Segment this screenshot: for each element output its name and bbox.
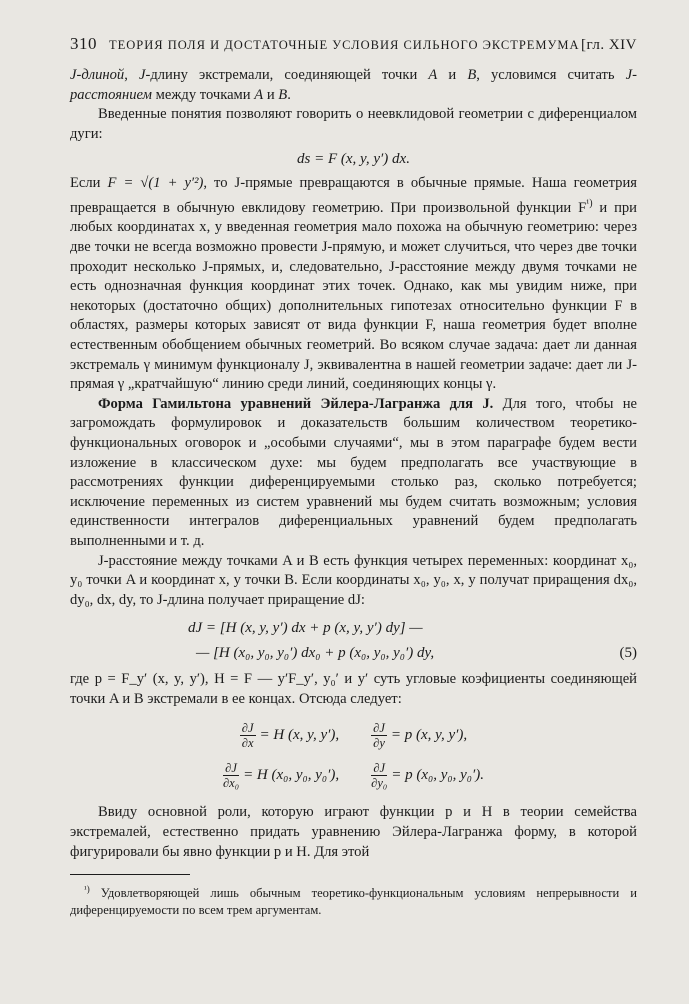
- partials-row-2: [70, 755, 637, 795]
- text-span: B: [278, 86, 288, 103]
- paragraph-1: [70, 66, 637, 105]
- paragraph-2: Введенные понятия позволяют говорить о неевклидовой геометрии с диференциалом дуги:: [70, 106, 637, 142]
- denominator: ∂y₀: [371, 775, 388, 790]
- footnote-text: Удовлетворяющей лишь обычным теоретико-функциональным условиям непрерывности и диференцируемости по всем трем аргументам.: [70, 886, 637, 918]
- text-span: A: [254, 86, 264, 103]
- rhs: = H (x₀, y₀, y₀′),: [243, 766, 340, 783]
- paragraph-6: где p = F_y′ (x, y, y′), H = F — y′F_y′, y₀′ и y′ суть угловые коэфициенты соединяющей точки A и B экстремали в ее концах. Отсюда следует:: [70, 671, 637, 707]
- fraction: [371, 761, 387, 790]
- partial-dj-dy0: [371, 761, 484, 790]
- page-header: [70, 34, 637, 54]
- text-span: и: [437, 67, 468, 83]
- denominator: ∂x: [241, 735, 254, 750]
- footnote-ref: ¹): [586, 197, 593, 209]
- denominator: ∂y: [373, 735, 385, 750]
- partial-dj-dy: [371, 721, 467, 750]
- term-j-distance: J-расстоянием: [70, 67, 638, 103]
- partial-dj-dx: [240, 721, 339, 750]
- equation-5-line-2: — [H (x₀, y₀, y₀′) dx₀ + p (x₀, y₀, y₀′) dy,: [196, 645, 435, 662]
- numerator: ∂J: [241, 720, 254, 735]
- numerator: ∂J: [373, 760, 386, 775]
- paragraph-5: J-расстояние между точками A и B есть функция четырех переменных: координат x₀, y₀ точки A и координат x, y точки B. Если координаты x₀, y₀, x, y получат приращения dx₀, dy₀, dx, dy, то J-длина получает приращение dJ:: [70, 552, 637, 608]
- text-span: J: [138, 67, 146, 83]
- text-span: -длину экстремали, соединяющей точки: [145, 67, 429, 83]
- rhs: = p (x, y, y′),: [390, 726, 468, 743]
- footnote-indent: [70, 886, 84, 900]
- running-title: ТЕОРИЯ ПОЛЯ И ДОСТАТОЧНЫЕ УСЛОВИЯ СИЛЬНОГО ЭКСТРЕМУМА: [109, 38, 580, 52]
- denominator: ∂x₀: [222, 775, 240, 790]
- paragraph-3: [70, 174, 637, 394]
- text-span: , то J-прямые превращаются в обычные прямые. Наша геометрия превращается в обычную евклидову геометрию. При произвольной функции F: [70, 175, 638, 216]
- text-span: Если: [70, 175, 108, 192]
- fraction: [223, 761, 239, 790]
- numerator: ∂J: [225, 760, 237, 775]
- text-span: и при любых координатах x, y введенная геометрия мало похожа на обычную геометрию: через две точки не всегда возможно провести J-прямую, и может случиться, что через две точки проходит несколько J-прямых, и, следовательно, J-расстояние между двумя точками не есть однозначная функция координат этих точек. Однако, как мы увидим ниже, при некоторых (достаточно общих) дополнительных гипотезах относительно функции F в областях, размеры которых зависят от вида функции F, наша геометрия будет вполне естественным обобщением обычных геометрий. Во всяком случае задача: дает ли данная экстремаль γ минимум функционалу J, эквивалентна в нашей геометрии задаче: дает ли J-прямая γ „кратчайшую“ линию среди линий, соединяющих концы γ.: [70, 199, 637, 393]
- rhs: = H (x, y, y′),: [259, 726, 340, 743]
- fraction: [371, 721, 387, 750]
- text-span: , условимся считать: [476, 67, 626, 83]
- text-span: B: [467, 67, 477, 83]
- partial-derivatives: [70, 715, 637, 795]
- arc-differential-formula: ds = F (x, y, y′) dx.: [297, 151, 410, 168]
- numerator: ∂J: [373, 720, 385, 735]
- footnote-mark: ¹): [84, 884, 90, 895]
- text-span: между точками: [151, 86, 255, 103]
- partial-dj-dx0: [223, 761, 339, 790]
- term-j-length: J-длиной: [70, 67, 125, 83]
- page-number: 310: [70, 34, 97, 53]
- partials-row-1: [70, 715, 637, 755]
- chapter-label: [гл. XIV: [580, 37, 637, 53]
- footnote-divider: [70, 874, 190, 875]
- sqrt-formula: F = √(1 + y′²): [107, 175, 204, 192]
- text-span: и: [263, 86, 279, 103]
- section-heading: Форма Гамильтона уравнений Эйлера-Лагранжа для J.: [98, 395, 494, 412]
- footnote: [70, 881, 637, 919]
- equation-5-line-1: dJ = [H (x, y, y′) dx + p (x, y, y′) dy] —: [188, 620, 423, 637]
- text-span: ,: [124, 67, 139, 83]
- equation-number: (5): [619, 645, 637, 662]
- paragraph-7: Ввиду основной роли, которую играют функции p и H в теории семейства экстремалей, естественно придать уравнению Эйлера-Лагранжа форму, в которой фигурировали бы явно функции p и H. Для этой: [70, 804, 637, 860]
- text-span: Для того, чтобы не загромождать формулировок и доказательств большим количеством теоретико-функциональных оговорок и „особыми случаями“, мы в этом параграфе будем вести изложение в классическом духе: мы будем предполагать все участвующие в рассмотрениях функции диференцируемыми столько раз, сколько потребуется; исключение переменных из систем уравнений мы будем считать возможным; условия единственности интегралов диференциальных уравнений будем предполагать выполненными и т. д.: [70, 395, 637, 549]
- equation-5: [70, 616, 637, 666]
- fraction: [240, 721, 256, 750]
- text-span: .: [287, 86, 291, 103]
- text-span: A: [428, 67, 438, 83]
- rhs: = p (x₀, y₀, y₀′).: [391, 766, 484, 783]
- paragraph-4: [70, 395, 637, 552]
